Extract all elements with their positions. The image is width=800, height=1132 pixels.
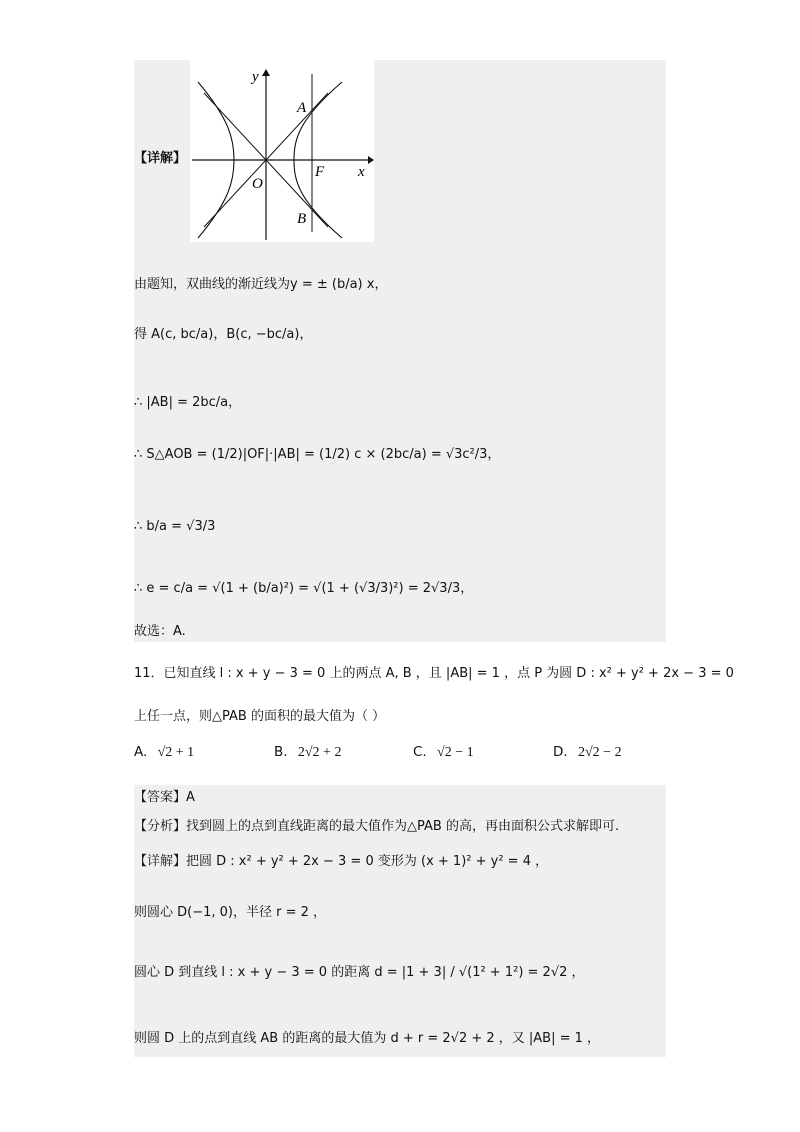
option-d[interactable] <box>553 744 622 761</box>
choice-line: 故选：A. <box>134 624 186 639</box>
question-11-stem: 11．已知直线 l : x + y − 3 = 0 上的两点 A, B ，且 |AB| = 1 ，点 P 为圆 D : x² + y² + 2x − 3 = 0 <box>134 666 734 681</box>
detail-line-2: 则圆心 D(−1, 0)，半径 r = 2 ， <box>134 905 327 920</box>
label-y: y <box>252 69 259 85</box>
answer-line: 【答案】A <box>134 790 195 805</box>
analysis-line: 【分析】找到圆上的点到直线距离的最大值作为△PAB 的高，再由面积公式求解即可. <box>134 819 620 834</box>
option-a-label: A. <box>134 744 148 760</box>
detail-line-1: 【详解】把圆 D : x² + y² + 2x − 3 = 0 变形为 (x + 1)² + y² = 4 ， <box>134 854 549 869</box>
hyperbola-figure <box>190 60 374 242</box>
label-x: x <box>358 164 365 180</box>
points-line: 得 A(c, bc/a)，B(c, −bc/a)， <box>134 327 313 342</box>
option-c[interactable] <box>413 744 474 761</box>
option-d-label: D. <box>553 744 568 760</box>
option-a-value: √2 + 1 <box>157 745 195 760</box>
label-point-a: A <box>297 100 307 116</box>
detail-line-4: 则圆 D 上的点到直线 AB 的距离的最大值为 d + r = 2√2 + 2 ，又 |AB| = 1 ， <box>134 1031 601 1046</box>
area-line: ∴ S△AOB = (1/2)|OF|·|AB| = (1/2) c × (2bc/a) = √3c²/3， <box>134 447 501 462</box>
label-point-b: B <box>297 211 307 227</box>
eccentricity-line: ∴ e = c/a = √(1 + (b/a)²) = √(1 + (√3/3)²) = 2√3/3， <box>134 581 474 596</box>
question-11-stem-cont: 上任一点，则△PAB 的面积的最大值为（ ） <box>134 709 386 724</box>
asymptote-line: 由题知，双曲线的渐近线为y = ± (b/a) x， <box>134 277 388 292</box>
ratio-line: ∴ b/a = √3/3 <box>134 519 216 534</box>
option-b-value: 2√2 + 2 <box>297 745 342 760</box>
hyperbola-graph <box>190 60 374 242</box>
option-d-value: 2√2 − 2 <box>577 745 622 760</box>
detail-label: 【详解】 <box>134 151 187 166</box>
detail-line-3: 圆心 D 到直线 l : x + y − 3 = 0 的距离 d = |1 + 3| / √(1² + 1²) = 2√2 ， <box>134 965 585 980</box>
label-origin: O <box>252 176 263 192</box>
label-focus: F <box>315 164 325 180</box>
ab-length-line: ∴ |AB| = 2bc/a， <box>134 395 242 410</box>
option-c-label: C. <box>413 744 427 760</box>
option-a[interactable] <box>134 744 194 761</box>
option-b-label: B. <box>274 744 288 760</box>
option-b[interactable] <box>274 744 341 761</box>
option-c-value: √2 − 1 <box>437 745 474 760</box>
